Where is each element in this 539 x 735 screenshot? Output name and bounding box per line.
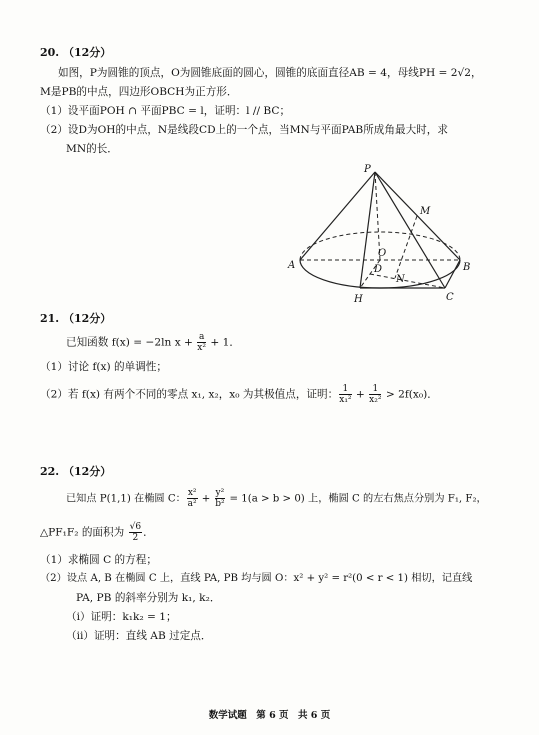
- q22-frac-y: [215, 488, 226, 509]
- q22-sub2: （ⅱ）证明：直线 AB 过定点．: [66, 630, 212, 642]
- edge-PH: [360, 172, 375, 288]
- page-footer: 数学试题 第 6 页 共 6 页: [208, 710, 331, 721]
- q21-frac1: [339, 384, 351, 405]
- q22-area-num: √6: [129, 522, 142, 532]
- label-M: M: [420, 206, 431, 217]
- label-C: C: [446, 292, 454, 303]
- q21-frac2: [369, 384, 381, 405]
- label-A: A: [288, 260, 296, 271]
- q21-frac2-den: x₂²: [369, 395, 382, 405]
- q21-stem-post: + 1．: [206, 336, 240, 349]
- q20-line1: 如图，P为圆锥的顶点，O为圆锥底面的圆心，圆锥的底面直径AB = 4，母线PH = 2√2，: [58, 67, 482, 79]
- q22-stem: [66, 488, 487, 509]
- cone-figure: [280, 160, 480, 310]
- q21-frac-num: a: [198, 332, 205, 342]
- q21-plus: +: [352, 388, 369, 401]
- q22-stem-post: = 1(a > b > 0) 上，椭圆 C 的左右焦点分别为 F₁, F₂，: [226, 493, 487, 505]
- q22-frac-x-den: a²: [187, 499, 197, 509]
- edge-PB: [375, 172, 460, 260]
- q20-part2a: （2）设D为OH的中点，N是线段CD上的一个点，当MN与平面PAB所成角最大时，求: [40, 124, 448, 136]
- q20-line2: M是PB的中点，四边形OBCH为正方形．: [40, 86, 238, 98]
- q21-frac1-den: x₁²: [339, 395, 352, 405]
- q22-part1: （1）求椭圆 C 的方程；: [40, 554, 157, 566]
- q22-frac-x-num: x²: [187, 488, 197, 498]
- q22-area-pre: △PF₁F₂ 的面积为: [40, 526, 128, 539]
- q22-plus: +: [198, 493, 214, 505]
- q21-fraction: [197, 332, 206, 353]
- label-O: O: [378, 248, 387, 259]
- label-B: B: [463, 262, 471, 273]
- q21-frac-den: x²: [197, 343, 206, 353]
- q20-part1: （1）设平面POH ∩ 平面PBC = l，证明：l // BC；: [40, 105, 291, 117]
- label-N: N: [396, 274, 405, 285]
- label-D: D: [374, 264, 383, 275]
- edge-PA: [300, 172, 375, 260]
- q22-sub1: （ⅰ）证明：k₁k₂ = 1；: [66, 611, 177, 623]
- q20-part2b: MN的长．: [66, 143, 118, 155]
- label-P: P: [364, 164, 371, 175]
- q21-stem: [66, 332, 240, 353]
- edge-PC: [375, 172, 445, 288]
- q22-part2b: PA, PB 的斜率分别为 k₁, k₂．: [76, 592, 221, 604]
- q22-area-frac: [129, 522, 142, 543]
- q22-frac-y-num: y²: [215, 488, 225, 498]
- q20-header: 20. （12分）: [40, 46, 112, 59]
- segment-BC: [445, 260, 460, 288]
- q21-stem-pre: 已知函数 f(x) = −2ln x +: [66, 336, 197, 349]
- q21-part2: [40, 384, 438, 405]
- q22-frac-y-den: b²: [215, 499, 225, 509]
- axis-PO: [375, 172, 380, 260]
- segment-MN: [395, 216, 417, 278]
- q21-frac2-num: 1: [369, 384, 381, 395]
- label-H: H: [354, 294, 363, 305]
- q22-header: 22. （12分）: [40, 465, 112, 478]
- q21-header: 21. （12分）: [40, 312, 112, 325]
- q21-part2-post: > 2f(x₀)．: [382, 388, 438, 401]
- q21-frac1-num: 1: [339, 384, 351, 395]
- q22-frac-x: [187, 488, 198, 509]
- q22-area: [40, 522, 154, 543]
- q21-part2-pre: （2）若 f(x) 有两个不同的零点 x₁, x₂，x₀ 为其极值点，证明：: [40, 388, 339, 401]
- q22-area-den: 2: [132, 533, 139, 543]
- q22-stem-pre: 已知点 P(1,1) 在椭圆 C：: [66, 493, 186, 505]
- q22-part2a: （2）设点 A, B 在椭圆 C 上，直线 PA, PB 均与圆 O：x² + y² = r²(0 < r < 1) 相切，记直线: [40, 573, 473, 584]
- q22-area-post: ．: [143, 526, 154, 539]
- q21-part1: （1）讨论 f(x) 的单调性；: [40, 361, 167, 373]
